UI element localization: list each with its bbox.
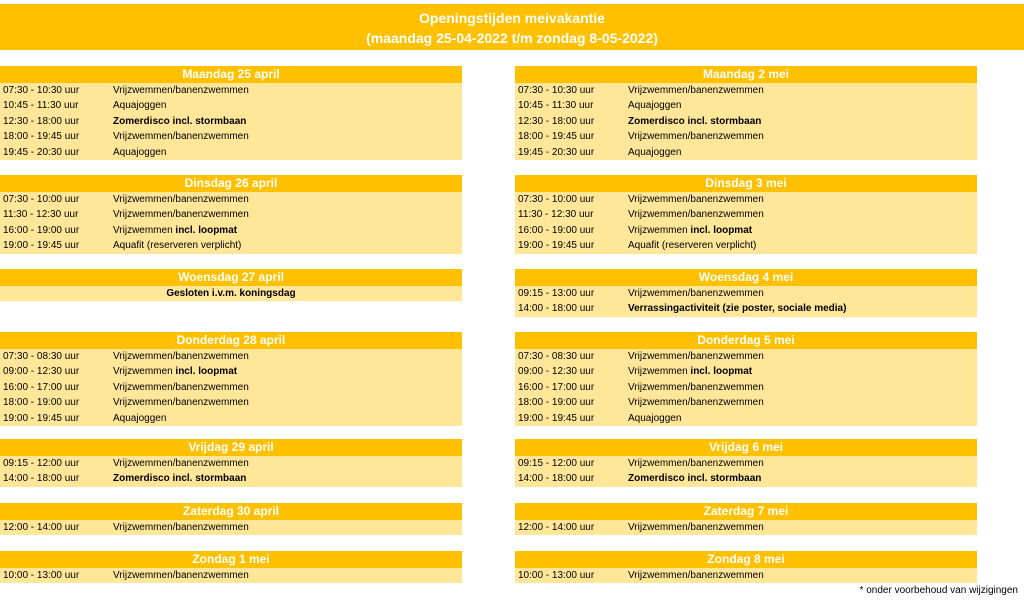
activity: Vrijzwemmen/banenzwemmen [628, 458, 764, 469]
time-slot: 14:00 - 18:00 uur [518, 303, 595, 315]
page-header [0, 4, 1024, 50]
closed-notice: Gesloten i.v.m. koningsdag [166, 288, 296, 299]
day-title: Maandag 25 april [0, 66, 462, 83]
schedule-row [515, 395, 977, 410]
schedule-row [0, 145, 462, 160]
time-slot: 18:00 - 19:45 uur [518, 131, 595, 143]
schedule-row [515, 129, 977, 144]
time-slot: 18:00 - 19:00 uur [3, 397, 80, 409]
day-title: Zondag 8 mei [515, 551, 977, 568]
day-title: Donderdag 28 april [0, 332, 462, 349]
time-slot: 11:30 - 12:30 uur [3, 209, 79, 221]
time-slot: 12:30 - 18:00 uur [3, 115, 80, 127]
day-rows [0, 568, 462, 583]
time-slot: 07:30 - 08:30 uur [3, 351, 80, 362]
schedule-row [515, 380, 977, 395]
time-slot: 09:15 - 12:00 uur [3, 458, 80, 469]
time-slot: 19:00 - 19:45 uur [518, 240, 595, 252]
schedule-row [0, 456, 462, 471]
day-title: Woensdag 4 mei [515, 269, 977, 286]
schedule-row [515, 568, 977, 583]
schedule-row [515, 520, 977, 535]
day-rows [515, 192, 977, 254]
schedule-row [0, 223, 462, 238]
time-slot: 18:00 - 19:45 uur [3, 131, 80, 143]
day-block [515, 503, 977, 535]
activity: Verrassingactiviteit (zie poster, sociale media) [628, 303, 847, 315]
time-slot: 10:45 - 11:30 uur [518, 100, 594, 112]
time-slot: 19:00 - 19:45 uur [3, 412, 80, 424]
schedule-row [0, 364, 462, 379]
activity: Zomerdisco incl. stormbaan [628, 473, 762, 485]
day-rows [515, 349, 977, 426]
time-slot: 09:00 - 12:30 uur [3, 366, 80, 378]
schedule-row [515, 364, 977, 379]
schedule-row [515, 207, 977, 222]
time-slot: 16:00 - 19:00 uur [3, 224, 80, 236]
activity: Aquajoggen [628, 100, 682, 112]
schedule-row [515, 411, 977, 426]
day-title: Woensdag 27 april [0, 269, 462, 286]
day-rows [515, 286, 977, 317]
activity: Vrijzwemmen/banenzwemmen [113, 85, 249, 96]
activity: Vrijzwemmen/banenzwemmen [113, 209, 249, 221]
time-slot: 18:00 - 19:00 uur [518, 397, 595, 409]
day-block [0, 332, 462, 426]
activity: Vrijzwemmen/banenzwemmen [628, 288, 764, 299]
activity: Zomerdisco incl. stormbaan [628, 115, 762, 127]
activity: Vrijzwemmen incl. loopmat [628, 224, 753, 236]
activity: Aquajoggen [113, 100, 167, 112]
time-slot: 10:00 - 13:00 uur [518, 570, 595, 581]
time-slot: 07:30 - 10:00 uur [518, 194, 595, 205]
time-slot: 14:00 - 18:00 uur [518, 473, 595, 485]
schedule-row [515, 456, 977, 471]
day-rows [515, 520, 977, 535]
day-title: Maandag 2 mei [515, 66, 977, 83]
time-slot: 14:00 - 18:00 uur [3, 473, 80, 485]
schedule-row [515, 238, 977, 253]
activity: Vrijzwemmen/banenzwemmen [628, 351, 764, 362]
time-slot: 11:30 - 12:30 uur [518, 209, 594, 221]
day-block [515, 332, 977, 426]
schedule-row [515, 286, 977, 301]
day-rows [0, 286, 462, 301]
activity: Vrijzwemmen/banenzwemmen [628, 397, 764, 409]
footnote: * onder voorbehoud van wijzigingen [859, 585, 1018, 596]
activity: Vrijzwemmen/banenzwemmen [113, 522, 249, 533]
time-slot: 07:30 - 10:30 uur [518, 85, 595, 96]
day-block [0, 66, 462, 160]
activity: Vrijzwemmen/banenzwemmen [113, 570, 249, 581]
page-title: Openingstijden meivakantie [419, 10, 605, 26]
time-slot: 16:00 - 17:00 uur [518, 381, 595, 393]
schedule-row [0, 380, 462, 395]
schedule-row [0, 520, 462, 535]
day-rows [515, 456, 977, 487]
day-title: Vrijdag 6 mei [515, 439, 977, 456]
schedule-row [0, 411, 462, 426]
day-title: Dinsdag 26 april [0, 175, 462, 192]
activity: Aquajoggen [113, 412, 167, 424]
day-block [515, 175, 977, 254]
activity: Vrijzwemmen/banenzwemmen [628, 381, 764, 393]
activity: Zomerdisco incl. stormbaan [113, 115, 247, 127]
activity: Vrijzwemmen incl. loopmat [113, 224, 238, 236]
activity: Vrijzwemmen/banenzwemmen [113, 397, 249, 409]
time-slot: 19:00 - 19:45 uur [518, 412, 595, 424]
time-slot: 09:15 - 12:00 uur [518, 458, 595, 469]
activity: Vrijzwemmen/banenzwemmen [113, 381, 249, 393]
schedule-row [515, 471, 977, 486]
time-slot: 09:15 - 13:00 uur [518, 288, 595, 299]
activity: Aquajoggen [113, 146, 167, 158]
time-slot: 16:00 - 19:00 uur [518, 224, 595, 236]
day-block [515, 66, 977, 160]
activity: Aquajoggen [628, 146, 682, 158]
day-title: Zaterdag 30 april [0, 503, 462, 520]
activity: Vrijzwemmen/banenzwemmen [113, 351, 249, 362]
activity: Vrijzwemmen/banenzwemmen [628, 209, 764, 221]
activity: Aquafit (reserveren verplicht) [113, 240, 242, 252]
schedule-row [0, 207, 462, 222]
schedule-row [515, 301, 977, 316]
activity: Vrijzwemmen/banenzwemmen [113, 131, 249, 143]
time-slot: 10:45 - 11:30 uur [3, 100, 79, 112]
schedule-row [0, 568, 462, 583]
time-slot: 09:00 - 12:30 uur [518, 366, 595, 378]
time-slot: 19:45 - 20:30 uur [518, 146, 595, 158]
day-rows [0, 192, 462, 254]
time-slot: 07:30 - 10:30 uur [3, 85, 80, 96]
activity: Vrijzwemmen/banenzwemmen [628, 194, 764, 205]
activity: Vrijzwemmen/banenzwemmen [113, 458, 249, 469]
day-rows [515, 568, 977, 583]
schedule-row [515, 114, 977, 129]
day-block [0, 269, 462, 301]
schedule-row [0, 286, 462, 301]
activity: Aquafit (reserveren verplicht) [628, 240, 757, 252]
day-block [515, 551, 977, 583]
time-slot: 10:00 - 13:00 uur [3, 570, 80, 581]
activity: Vrijzwemmen/banenzwemmen [628, 522, 764, 533]
time-slot: 12:00 - 14:00 uur [518, 522, 595, 533]
day-block [0, 551, 462, 583]
day-block [0, 439, 462, 487]
schedule-row [515, 145, 977, 160]
schedule-row [515, 349, 977, 364]
day-block [0, 503, 462, 535]
schedule-row [515, 192, 977, 207]
activity: Vrijzwemmen/banenzwemmen [113, 194, 249, 205]
page-subtitle: (maandag 25-04-2022 t/m zondag 8-05-2022) [366, 30, 658, 46]
schedule-row [0, 349, 462, 364]
day-block [515, 269, 977, 317]
day-block [0, 175, 462, 254]
schedule-row [515, 83, 977, 98]
day-title: Zondag 1 mei [0, 551, 462, 568]
day-rows [0, 520, 462, 535]
schedule-row [515, 98, 977, 113]
activity: Zomerdisco incl. stormbaan [113, 473, 247, 485]
day-rows [0, 83, 462, 160]
schedule-row [0, 98, 462, 113]
activity: Vrijzwemmen/banenzwemmen [628, 570, 764, 581]
schedule-row [0, 471, 462, 486]
time-slot: 07:30 - 08:30 uur [518, 351, 595, 362]
time-slot: 07:30 - 10:00 uur [3, 194, 80, 205]
activity: Aquajoggen [628, 412, 682, 424]
day-title: Dinsdag 3 mei [515, 175, 977, 192]
time-slot: 19:00 - 19:45 uur [3, 240, 80, 252]
time-slot: 19:45 - 20:30 uur [3, 146, 80, 158]
schedule-row [0, 395, 462, 410]
activity: Vrijzwemmen/banenzwemmen [628, 85, 764, 96]
schedule-row [0, 192, 462, 207]
time-slot: 16:00 - 17:00 uur [3, 381, 80, 393]
day-rows [515, 83, 977, 160]
time-slot: 12:30 - 18:00 uur [518, 115, 595, 127]
schedule-row [0, 83, 462, 98]
day-title: Zaterdag 7 mei [515, 503, 977, 520]
activity: Vrijzwemmen incl. loopmat [113, 366, 238, 378]
activity: Vrijzwemmen incl. loopmat [628, 366, 753, 378]
day-title: Vrijdag 29 april [0, 439, 462, 456]
schedule-row [0, 238, 462, 253]
day-rows [0, 456, 462, 487]
day-rows [0, 349, 462, 426]
day-title: Donderdag 5 mei [515, 332, 977, 349]
time-slot: 12:00 - 14:00 uur [3, 522, 80, 533]
day-block [515, 439, 977, 487]
schedule-row [515, 223, 977, 238]
schedule-row [0, 129, 462, 144]
schedule-row [0, 114, 462, 129]
activity: Vrijzwemmen/banenzwemmen [628, 131, 764, 143]
